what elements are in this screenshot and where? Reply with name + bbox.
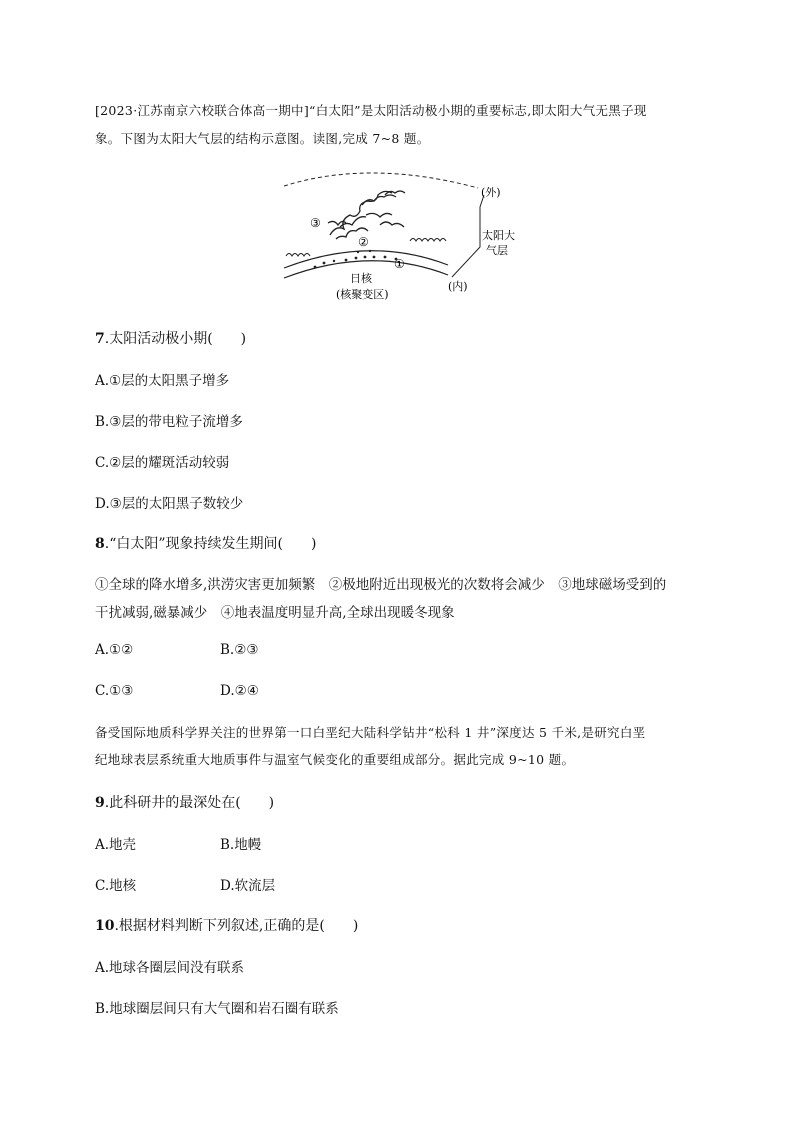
question-7 — [95, 328, 246, 348]
passage-1-line-2: 象。下图为太阳大气层的结构示意图。读图,完成 7~8 题。 — [95, 131, 430, 146]
passage-2-line-1: 备受国际地质科学界关注的世界第一口白垩纪大陆科学钻井“松科 1 井”深度达 5 千米,是研究白垩 — [95, 725, 646, 740]
marker-3: ③ — [310, 216, 321, 230]
q10-option-a[interactable]: A.地球各圈层间没有联系 — [95, 960, 245, 976]
label-core: 日核 — [350, 272, 372, 285]
label-inner: (内) — [448, 280, 468, 293]
marker-1: ① — [394, 257, 405, 271]
question-7-stem: .太阳活动极小期( ) — [104, 331, 247, 347]
question-9-stem: .此科研井的最深处在( ) — [104, 795, 275, 811]
sun-atmosphere-diagram — [270, 165, 520, 310]
label-core-sub: (核聚变区) — [336, 288, 389, 301]
marker-2: ② — [358, 235, 369, 249]
q8-option-c[interactable]: C.①③ — [95, 683, 134, 699]
atmosphere-bracket — [452, 195, 484, 277]
core-boundary-outer — [284, 251, 448, 268]
label-atmosphere-1: 太阳大 — [482, 229, 515, 242]
q8-option-b[interactable]: B.②③ — [220, 642, 259, 658]
q7-option-b[interactable]: B.③层的带电粒子流增多 — [95, 414, 243, 430]
label-atmosphere-2: 气层 — [486, 244, 508, 257]
q7-option-d[interactable]: D.③层的太阳黑子数较少 — [95, 496, 244, 512]
outer-boundary-dashed — [284, 173, 478, 188]
question-10-stem: .根据材料判断下列叙述,正确的是( ) — [114, 918, 359, 934]
q7-option-c[interactable]: C.②层的耀斑活动较弱 — [95, 455, 230, 471]
q9-option-d[interactable]: D.软流层 — [220, 878, 276, 894]
question-7-number: 7 — [95, 331, 105, 347]
q7-option-a[interactable]: A.①层的太阳黑子增多 — [95, 373, 230, 389]
question-8 — [95, 533, 316, 553]
passage-2-line-2: 纪地球表层系统重大地质事件与温室气候变化的重要组成部分。据此完成 9~10 题。 — [95, 752, 575, 767]
question-10 — [95, 915, 358, 935]
q8-option-a[interactable]: A.①② — [95, 642, 134, 658]
q9-option-a[interactable]: A.地壳 — [95, 837, 137, 853]
question-9 — [95, 792, 274, 812]
q9-option-b[interactable]: B.地幔 — [220, 837, 262, 853]
label-outer: (外) — [481, 186, 501, 199]
q8-option-d[interactable]: D.②④ — [220, 683, 259, 699]
q10-option-b[interactable]: B.地球圈层间只有大气圈和岩石圈有联系 — [95, 1001, 339, 1017]
passage-1-line-1: [2023·江苏南京六校联合体高一期中]“白太阳”是太阳活动极小期的重要标志,即太阳大气无黑子现 — [95, 103, 647, 118]
question-8-stem: .“白太阳”现象持续发生期间( ) — [104, 536, 317, 552]
q9-option-c[interactable]: C.地核 — [95, 878, 137, 894]
q8-body-line-1: ①全球的降水增多,洪涝灾害更加频繁 ②极地附近出现极光的次数将会减少 ③地球磁场受到的 — [95, 577, 667, 593]
solar-prominence-shapes — [328, 191, 405, 239]
question-8-number: 8 — [95, 536, 105, 552]
question-9-number: 9 — [95, 795, 105, 811]
question-10-number: 10 — [95, 918, 115, 934]
q8-body-line-2: 干扰减弱,磁暴减少 ④地表温度明显升高,全球出现暖冬现象 — [95, 605, 455, 621]
